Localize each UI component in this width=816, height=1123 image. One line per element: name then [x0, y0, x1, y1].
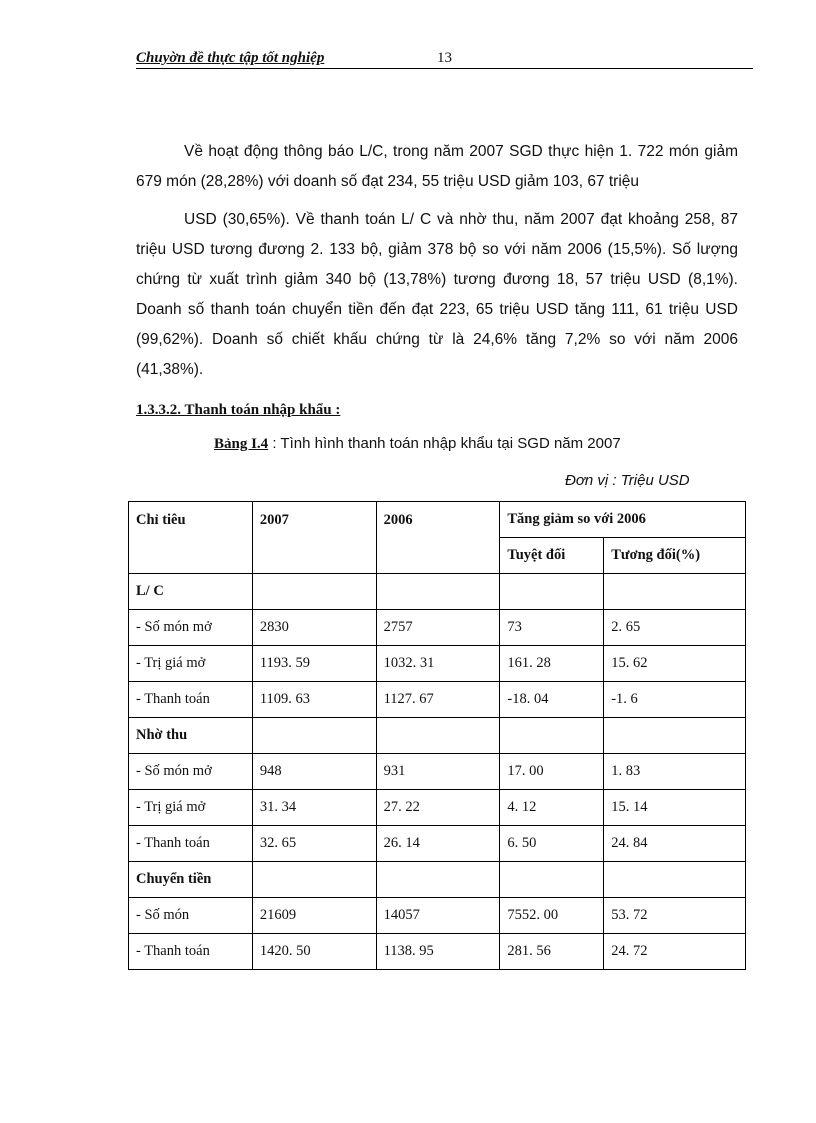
paragraph-1-text: Về hoạt động thông báo L/C, trong năm 2007 SGD thực hiện 1. 722 món giảm 679 món (28,28%) với doanh số đạt 234, 55 triệu USD giảm 103, 67 triệu — [136, 143, 738, 190]
value-2006: 2757 — [376, 610, 500, 646]
row-label: - Trị giá mở — [129, 646, 253, 682]
value-relative: 2. 65 — [604, 610, 746, 646]
table-row — [129, 826, 746, 862]
group-label: Nhờ thu — [129, 718, 253, 754]
value-relative: 15. 14 — [604, 790, 746, 826]
table-caption-label: Bảng I.4 — [214, 436, 269, 452]
row-label: - Số món mở — [129, 610, 253, 646]
page-header — [136, 48, 753, 69]
row-label: - Thanh toán — [129, 826, 253, 862]
empty-cell — [252, 862, 376, 898]
paragraph-lc-payment — [136, 205, 738, 385]
table-header-row — [129, 502, 746, 538]
value-2007: 1193. 59 — [252, 646, 376, 682]
value-absolute: 161. 28 — [500, 646, 604, 682]
value-2007: 21609 — [252, 898, 376, 934]
empty-cell — [500, 574, 604, 610]
section-heading: 1.3.3.2. Thanh toán nhập khẩu : — [136, 402, 341, 418]
value-relative: -1. 6 — [604, 682, 746, 718]
table-group-row — [129, 862, 746, 898]
header-title: Chuyờn đề thực tập tốt nghiệp — [136, 50, 325, 66]
group-label: L/ C — [129, 574, 253, 610]
table-group-row — [129, 574, 746, 610]
value-2006: 1138. 95 — [376, 934, 500, 970]
header-indicator: Chỉ tiêu — [129, 502, 253, 574]
value-2006: 26. 14 — [376, 826, 500, 862]
value-2006: 931 — [376, 754, 500, 790]
value-absolute: 17. 00 — [500, 754, 604, 790]
value-2007: 1420. 50 — [252, 934, 376, 970]
table-row — [129, 934, 746, 970]
import-payment-table — [128, 501, 746, 970]
empty-cell — [604, 574, 746, 610]
value-relative: 15. 62 — [604, 646, 746, 682]
table-caption-text: : Tình hình thanh toán nhập khẩu tại SGD năm 2007 — [268, 435, 621, 452]
value-absolute: 281. 56 — [500, 934, 604, 970]
paragraph-lc-notification — [136, 137, 738, 197]
table-row — [129, 646, 746, 682]
header-2006: 2006 — [376, 502, 500, 574]
value-absolute: 7552. 00 — [500, 898, 604, 934]
empty-cell — [604, 718, 746, 754]
empty-cell — [376, 718, 500, 754]
row-label: - Thanh toán — [129, 682, 253, 718]
header-2007: 2007 — [252, 502, 376, 574]
value-2006: 1127. 67 — [376, 682, 500, 718]
header-absolute: Tuyệt đối — [500, 538, 604, 574]
empty-cell — [252, 718, 376, 754]
row-label: - Trị giá mở — [129, 790, 253, 826]
value-relative: 24. 72 — [604, 934, 746, 970]
value-2007: 31. 34 — [252, 790, 376, 826]
table-caption — [214, 435, 621, 453]
value-absolute: 4. 12 — [500, 790, 604, 826]
empty-cell — [376, 862, 500, 898]
table-row — [129, 898, 746, 934]
value-relative: 1. 83 — [604, 754, 746, 790]
unit-note: Đơn vị : Triệu USD — [565, 472, 690, 489]
header-change: Tăng giảm so với 2006 — [500, 502, 746, 538]
table-row — [129, 754, 746, 790]
row-label: - Thanh toán — [129, 934, 253, 970]
row-label: - Số món mở — [129, 754, 253, 790]
empty-cell — [500, 862, 604, 898]
empty-cell — [252, 574, 376, 610]
value-absolute: -18. 04 — [500, 682, 604, 718]
table-row — [129, 790, 746, 826]
value-2007: 948 — [252, 754, 376, 790]
empty-cell — [376, 574, 500, 610]
value-2006: 14057 — [376, 898, 500, 934]
table-group-row — [129, 718, 746, 754]
value-2007: 1109. 63 — [252, 682, 376, 718]
value-2007: 2830 — [252, 610, 376, 646]
value-relative: 53. 72 — [604, 898, 746, 934]
value-2006: 1032. 31 — [376, 646, 500, 682]
empty-cell — [500, 718, 604, 754]
paragraph-2-text: USD (30,65%). Về thanh toán L/ C và nhờ thu, năm 2007 đạt khoảng 258, 87 triệu USD tương đương 2. 133 bộ, giảm 378 bộ so với năm 2006 (15,5%). Số lượng chứng từ xuất trình giảm 340 bộ (13,78%) tương đương 18, 57 triệu USD (8,1%). Doanh số thanh toán chuyển tiền đến đạt 223, 65 triệu USD tăng 111, 61 triệu USD (99,62%). Doanh số chiết khấu chứng từ là 24,6% tăng 7,2% so với năm 2006 (41,38%). — [136, 211, 738, 378]
table-row — [129, 610, 746, 646]
value-relative: 24. 84 — [604, 826, 746, 862]
page-number: 13 — [437, 50, 452, 66]
group-label: Chuyển tiền — [129, 862, 253, 898]
value-absolute: 6. 50 — [500, 826, 604, 862]
value-2006: 27. 22 — [376, 790, 500, 826]
header-relative: Tương đối(%) — [604, 538, 746, 574]
row-label: - Số món — [129, 898, 253, 934]
table-row — [129, 682, 746, 718]
value-2007: 32. 65 — [252, 826, 376, 862]
empty-cell — [604, 862, 746, 898]
value-absolute: 73 — [500, 610, 604, 646]
